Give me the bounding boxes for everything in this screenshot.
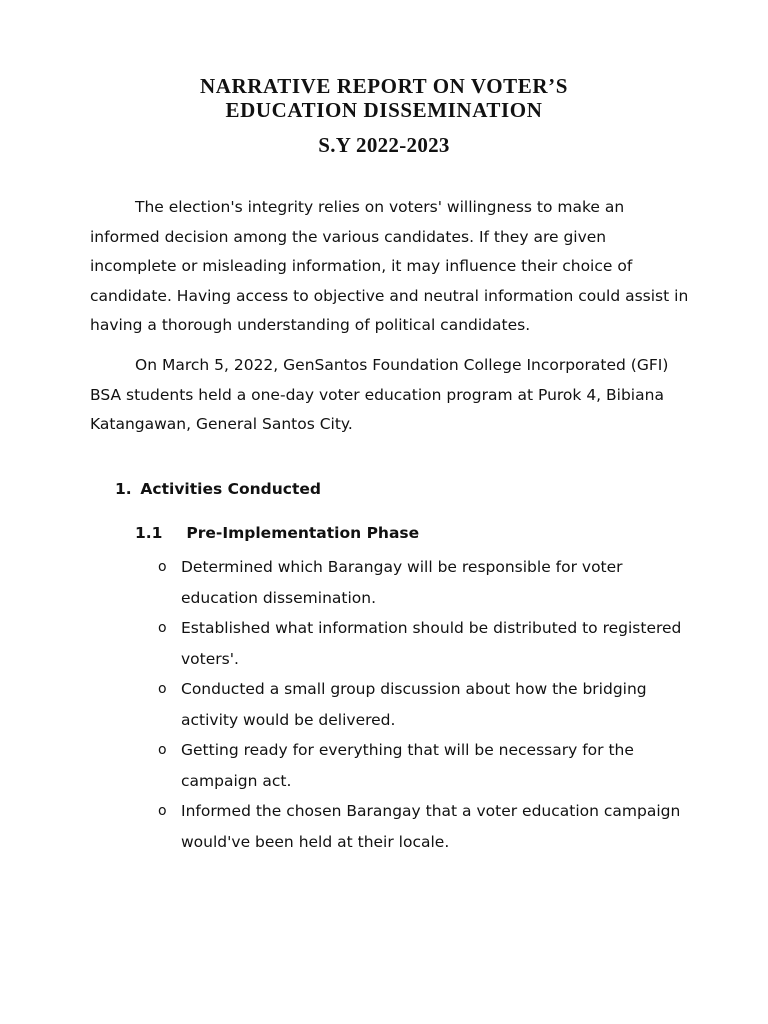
list-item bbox=[158, 613, 698, 674]
bullet-marker: o bbox=[158, 803, 167, 819]
list-item bbox=[158, 735, 698, 796]
bullet-marker: o bbox=[158, 620, 167, 636]
school-year-heading: S.Y 2022-2023 bbox=[318, 133, 450, 157]
list-item-text: Conducted a small group discussion about how the bridging activity would be delivered. bbox=[181, 680, 647, 729]
list-item-text: Established what information should be distributed to registered voters'. bbox=[181, 619, 682, 668]
report-title-line-1: NARRATIVE REPORT ON VOTER’S bbox=[199, 74, 568, 98]
bullet-marker: o bbox=[158, 742, 167, 758]
report-title-line-2: EDUCATION DISSEMINATION bbox=[225, 98, 543, 122]
bullet-marker: o bbox=[158, 681, 167, 697]
list-item-text: Informed the chosen Barangay that a voter education campaign would've been held at their locale. bbox=[181, 802, 681, 851]
event-paragraph: On March 5, 2022, GenSantos Foundation College Incorporated (GFI) BSA students held a one-day voter education program at Purok 4, Bibiana Katangawan, General Santos City. bbox=[90, 356, 669, 433]
subsection-number: 1.1 bbox=[135, 524, 163, 542]
list-item-text: Getting ready for everything that will be necessary for the campaign act. bbox=[181, 741, 634, 790]
subsection-heading-pre-implementation bbox=[135, 524, 419, 542]
list-item bbox=[158, 674, 698, 735]
bullet-marker: o bbox=[158, 559, 167, 575]
list-item-text: Determined which Barangay will be responsible for voter education dissemination. bbox=[181, 558, 623, 607]
section-number: 1. bbox=[115, 480, 132, 498]
list-item bbox=[158, 552, 698, 613]
pre-implementation-list bbox=[158, 552, 698, 857]
subsection-title: Pre-Implementation Phase bbox=[186, 524, 420, 542]
intro-paragraph: The election's integrity relies on voters' willingness to make an informed decision among the various candidates. If they are given incomplete or misleading information, it may influence their choice of candidate. Having access to objective and neutral information could assist in having a thorough understanding of political candidates. bbox=[90, 198, 689, 334]
section-heading-activities bbox=[115, 480, 321, 498]
section-title: Activities Conducted bbox=[140, 480, 321, 498]
list-item bbox=[158, 796, 698, 857]
